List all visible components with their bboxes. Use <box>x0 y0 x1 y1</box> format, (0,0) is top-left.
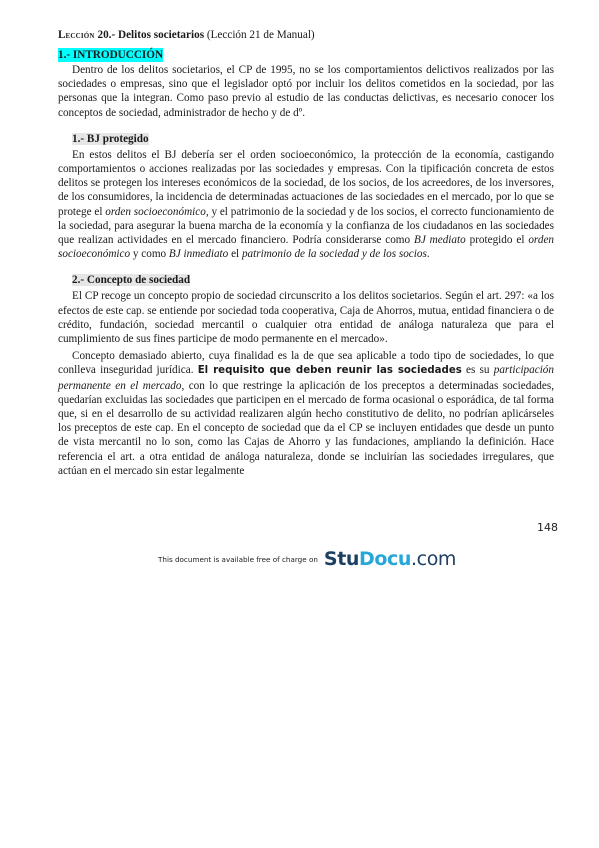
studocu-footer <box>158 544 456 574</box>
page-number: 148 <box>537 521 558 534</box>
section-heading-introduccion: 1.- INTRODUCCIÓN <box>58 49 164 61</box>
section-heading-bj-protegido: 1.- BJ protegido <box>72 132 149 145</box>
lesson-reference: (Lección 21 de Manual) <box>206 29 315 41</box>
studocu-logo-link[interactable]: StuDocu.com <box>323 548 457 570</box>
lesson-title-bold: 20.- Delitos societarios <box>97 29 205 41</box>
paragraph-bj-protegido: En estos delitos el BJ debería ser el orden socioeconómico, la protección de la economía, castigando comportamientos o acciones realizadas por las sociedades y empresas. Con la tipificación concreta de estos delitos se protegen los intereses económicos de la sociedad, de los socios, de los acreedores, de los inversores, de los consumidores, la incidencia de determinadas actuaciones de las sociedades en el mercado, por lo que se protege el orden socioeconómico, y el patrimonio de la sociedad y de los socios, el correcto funcionamiento de la sociedad, para asegurar la buena marcha de la economía y la confianza de los ciudadanos en las sociedades que realizan actividades en el mercado financiero. Podría considerarse como BJ mediato protegido el orden socioeconómico y como BJ inmediato el patrimonio de la sociedad y de los socios. <box>58 148 555 261</box>
lesson-smallcaps: ECCIÓN <box>65 32 95 40</box>
paragraph-introduccion: Dentro de los delitos societarios, el CP de 1995, no se los comportamientos delictivos realizados por las sociedades o empresas, sino que el legislador optó por incluir los delitos cometidos en la sociedad, por las personas que la integran. Como paso previo al estudio de las conductas delictivas, es necesario conocer los conceptos de sociedad, administrador de hecho y de dº. <box>58 64 554 119</box>
document-page <box>58 28 554 478</box>
section-heading-concepto-sociedad: 2.- Concepto de sociedad <box>72 274 191 287</box>
lesson-title <box>58 28 554 43</box>
paragraph-concepto-1: El CP recoge un concepto propio de sociedad circunscrito a los delitos societarios. Según el art. 297: «a los efectos de este cap. se entiende por sociedad toda cooperativa, Caja de Ahorros, mutua, entidad financiera o de crédito, fundación, sociedad mercantil o cualquier otra entidad de análoga naturaleza que para el cumplimiento de sus fines participe de modo permanente en el mercado». <box>58 290 554 346</box>
footer-text: This document is available free of charge on <box>158 554 318 564</box>
lesson-initial: L <box>58 29 66 41</box>
paragraph-concepto-2: Concepto demasiado abierto, cuya finalidad es la de que sea aplicable a todo tipo de sociedades, lo que conlleva inseguridad jurídica. El requisito que deben reunir las sociedades es su participación permanente en el mercado, con lo que restringe la aplicación de los preceptos a determinadas sociedades, quedarían excluidas las sociedades que participen en el mercado de forma ocasional o esporádica, de tal forma que, si en el desarrollo de su actividad realizaren algún hecho constitutivo de delito, no podrían aplicárseles los preceptos de este cap. En el concepto de sociedad que da el CP se incluyen entidades que desde un punto de vista mercantil no lo son, como las Cajas de Ahorro y las fundaciones, ampliando la definición. Hace referencia el art. a otra entidad de análoga naturaleza, donde se incluirían las sociedades irregulares, que actúan en el mercado sin estar legalmente <box>58 350 554 477</box>
